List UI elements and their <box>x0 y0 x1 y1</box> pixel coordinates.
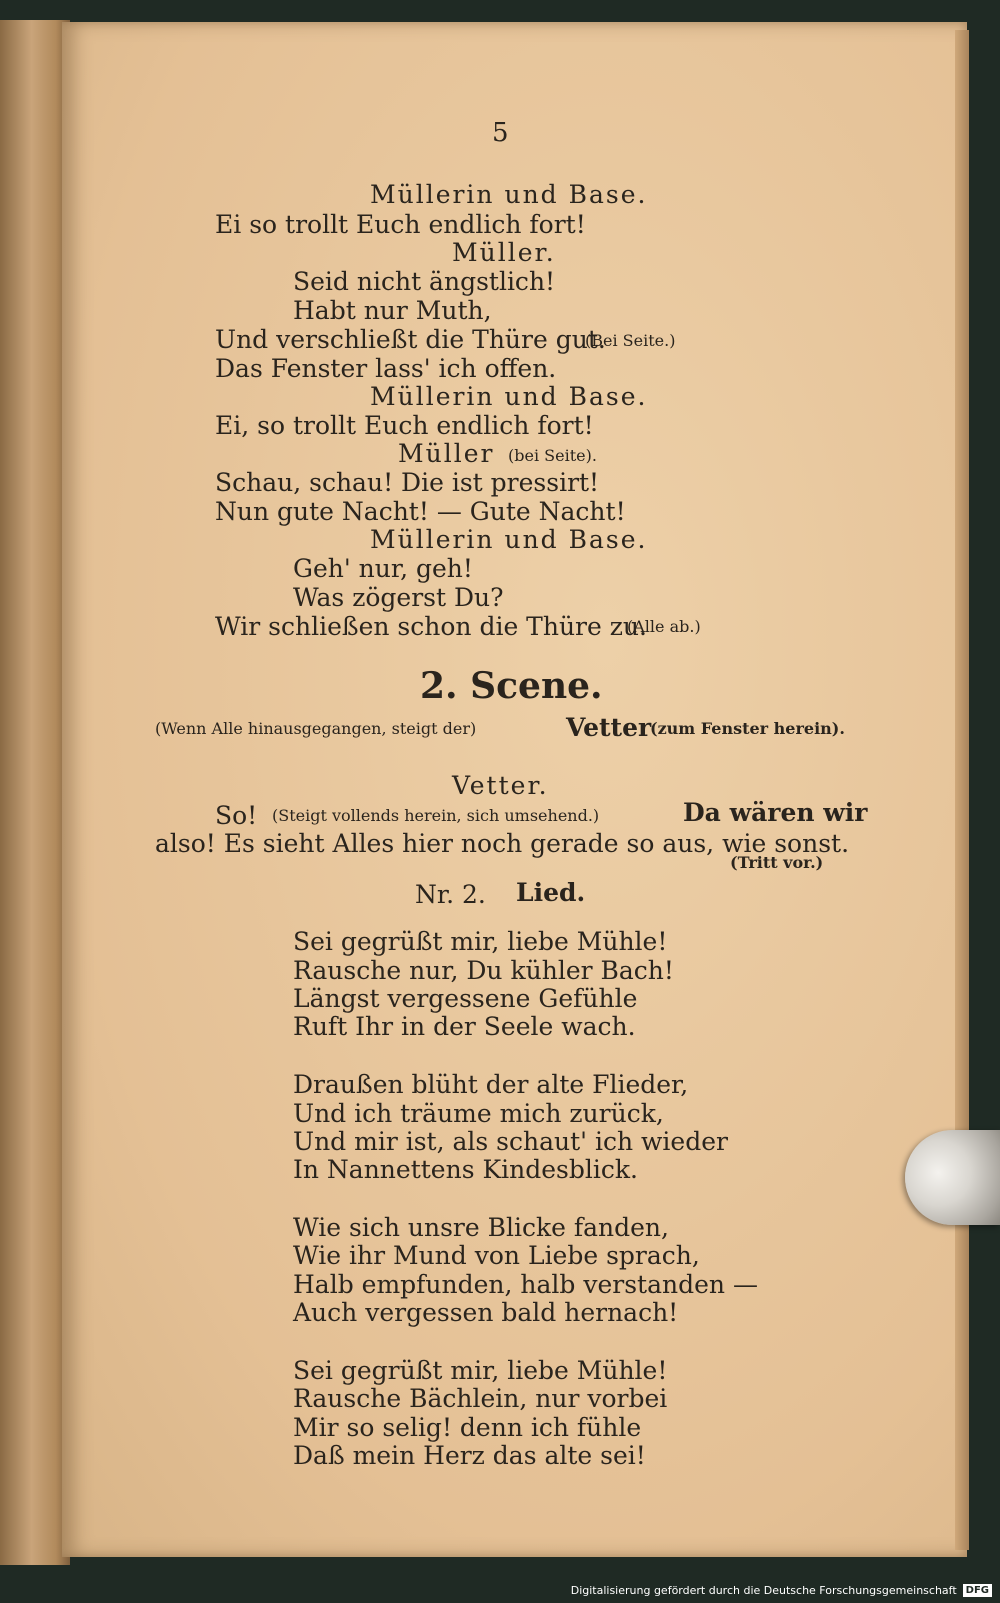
verse-line: Seid nicht ängstlich! <box>293 267 556 296</box>
prose-line: also! Es sieht Alles hier noch gerade so aus, wie sonst. <box>155 829 850 858</box>
verse-line: Mir so selig! denn ich fühle <box>293 1413 642 1442</box>
speaker-heading: Müller. <box>452 238 556 267</box>
verse-line: Schau, schau! Die ist pressirt! <box>215 468 600 497</box>
page-clip <box>905 1130 1000 1225</box>
dfg-logo: DFG <box>963 1584 992 1597</box>
verse-line: Rausche nur, Du kühler Bach! <box>293 956 674 985</box>
prose-line: So! <box>215 801 258 830</box>
stage-direction: (Wenn Alle hinausgegangen, steigt der) <box>155 719 477 738</box>
verse-line: Und ich träume mich zurück, <box>293 1099 664 1128</box>
verse-line: Nun gute Nacht! — Gute Nacht! <box>215 497 626 526</box>
song-number: Nr. 2. <box>415 880 486 909</box>
character-name: Vetter <box>566 713 652 742</box>
stage-direction: (Tritt vor.) <box>730 853 824 872</box>
verse-line: Sei gegrüßt mir, liebe Mühle! <box>293 927 668 956</box>
verse-line: In Nannettens Kindesblick. <box>293 1155 638 1184</box>
verse-line: Und verschließt die Thüre gut. <box>215 325 606 354</box>
footer-text: Digitalisierung gefördert durch die Deutsche Forschungsgemeinschaft <box>570 1583 957 1597</box>
stage-direction: (Steigt vollends herein, sich umsehend.) <box>272 806 600 825</box>
verse-line: Längst vergessene Gefühle <box>293 984 638 1013</box>
stage-direction: (bei Seite). <box>508 446 597 465</box>
verse-line: Habt nur Muth, <box>293 296 492 325</box>
verse-line: Geh' nur, geh! <box>293 554 473 583</box>
verse-line: Das Fenster lass' ich offen. <box>215 354 557 383</box>
scene-heading: 2. Scene. <box>420 665 603 707</box>
verse-line: Wie ihr Mund von Liebe sprach, <box>293 1241 700 1270</box>
page-edge <box>955 30 969 1550</box>
verse-line: Halb empfunden, halb verstanden — <box>293 1270 758 1299</box>
page-number: 5 <box>492 118 509 148</box>
verse-line: Sei gegrüßt mir, liebe Mühle! <box>293 1356 668 1385</box>
speaker-heading: Müllerin und Base. <box>370 180 648 209</box>
song-title: Lied. <box>516 878 586 907</box>
speaker-heading: Müller <box>398 439 495 468</box>
verse-line: Wie sich unsre Blicke fanden, <box>293 1213 669 1242</box>
stage-direction: (zum Fenster herein). <box>650 719 845 738</box>
book-binding <box>0 20 70 1565</box>
speaker-heading: Müllerin und Base. <box>370 382 648 411</box>
verse-line: Wir schließen schon die Thüre zu. <box>215 612 647 641</box>
verse-line: Und mir ist, als schaut' ich wieder <box>293 1127 728 1156</box>
verse-line: Was zögerst Du? <box>293 583 504 612</box>
verse-line: Draußen blüht der alte Flieder, <box>293 1070 689 1099</box>
speaker-heading: Vetter. <box>452 771 549 800</box>
stage-direction: (Alle ab.) <box>627 617 701 636</box>
verse-line: Daß mein Herz das alte sei! <box>293 1441 646 1470</box>
footer <box>571 1579 992 1601</box>
verse-line: Ruft Ihr in der Seele wach. <box>293 1012 636 1041</box>
prose-line: Da wären wir <box>683 798 868 827</box>
verse-line: Ei so trollt Euch endlich fort! <box>215 210 586 239</box>
speaker-heading: Müllerin und Base. <box>370 525 648 554</box>
verse-line: Auch vergessen bald hernach! <box>293 1298 679 1327</box>
stage-direction: (Bei Seite.) <box>585 331 676 350</box>
verse-line: Ei, so trollt Euch endlich fort! <box>215 411 594 440</box>
verse-line: Rausche Bächlein, nur vorbei <box>293 1384 668 1413</box>
